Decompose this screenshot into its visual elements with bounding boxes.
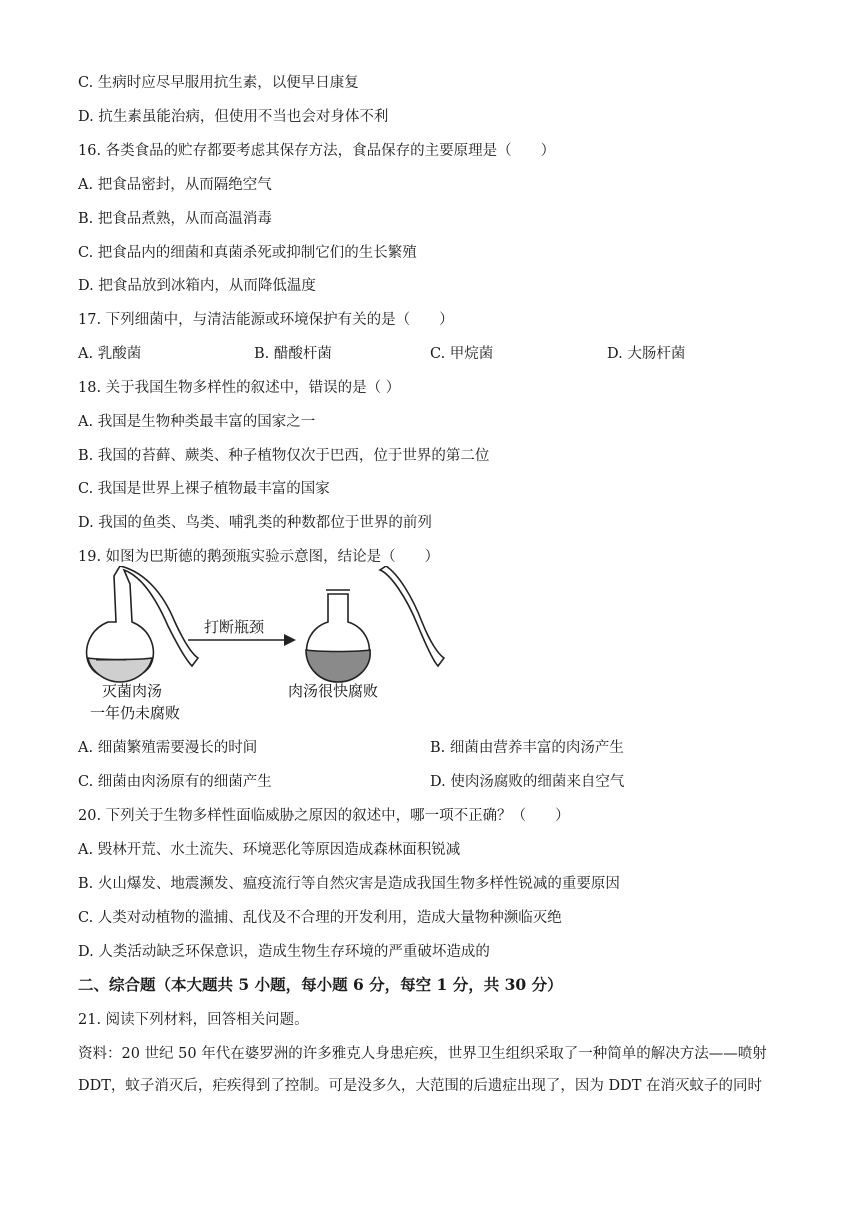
q19-option-b: B. 细菌由营养丰富的肉汤产生 <box>430 740 624 756</box>
q20-option-d: D. 人类活动缺乏环保意识，造成生物生存环境的严重破坏造成的 <box>78 944 490 960</box>
q16-option-c: C. 把食品内的细菌和真菌杀死或抑制它们的生长繁殖 <box>78 245 417 261</box>
q16-option-d: D. 把食品放到冰箱内，从而降低温度 <box>78 278 316 294</box>
q18-option-b: B. 我国的苔藓、蕨类、种子植物仅次于巴西，位于世界的第二位 <box>78 448 490 464</box>
broken-flask-icon <box>306 566 444 682</box>
q20-option-a: A. 毁林开荒、水土流失、环境恶化等原因造成森林面积锐减 <box>78 842 461 858</box>
q19-option-c: C. 细菌由肉汤原有的细菌产生 <box>78 774 272 790</box>
q15-option-d: D. 抗生素虽能治病，但使用不当也会对身体不利 <box>78 109 389 125</box>
q18-stem: 18. 关于我国生物多样性的叙述中，错误的是（ ） <box>78 380 401 396</box>
left-caption-line1: 灭菌肉汤 <box>102 682 163 700</box>
q21-material-line1: 资料：20 世纪 50 年代在婆罗洲的许多雅克人身患疟疾，世界卫生组织采取了一种简单的解决方法——喷射 <box>78 1046 767 1062</box>
q17-option-b: B. 醋酸杆菌 <box>254 346 332 362</box>
q21-stem: 21. 阅读下列材料，回答相关问题。 <box>78 1012 309 1028</box>
q19-option-d: D. 使肉汤腐败的细菌来自空气 <box>430 774 625 790</box>
q17-option-c: C. 甲烷菌 <box>430 346 494 362</box>
q18-option-a: A. 我国是生物种类最丰富的国家之一 <box>78 414 316 430</box>
q20-option-c: C. 人类对动植物的滥捕、乱伐及不合理的开发利用，造成大量物种濒临灭绝 <box>78 910 562 926</box>
q19-stem: 19. 如图为巴斯德的鹅颈瓶实验示意图，结论是（ ） <box>78 549 440 565</box>
q17-option-a: A. 乳酸菌 <box>78 346 142 362</box>
right-caption: 肉汤很快腐败 <box>288 682 379 700</box>
q18-option-c: C. 我国是世界上裸子植物最丰富的国家 <box>78 481 330 497</box>
q17-option-d: D. 大肠杆菌 <box>607 346 686 362</box>
q20-stem: 20. 下列关于生物多样性面临威胁之原因的叙述中，哪一项不正确？（ ） <box>78 808 570 824</box>
q21-material-line2: DDT，蚊子消灭后，疟疾得到了控制。可是没多久，大范围的后遗症出现了，因为 DDT 在消灭蚊子的同时 <box>78 1078 763 1094</box>
q15-option-c: C. 生病时应尽早服用抗生素，以便早日康复 <box>78 75 359 91</box>
intact-flask-icon <box>87 566 198 682</box>
q20-option-b: B. 火山爆发、地震濒发、瘟疫流行等自然灾害是造成我国生物多样性锐减的重要原因 <box>78 876 620 892</box>
left-caption-line2: 一年仍未腐败 <box>90 704 181 722</box>
q19-option-a: A. 细菌繁殖需要漫长的时间 <box>78 740 258 756</box>
q16-stem: 16. 各类食品的贮存都要考虑其保存方法，食品保存的主要原理是（ ） <box>78 143 556 159</box>
q18-option-d: D. 我国的鱼类、鸟类、哺乳类的种数都位于世界的前列 <box>78 515 432 531</box>
section-2-title: 二、综合题（本大题共 5 小题，每小题 6 分，每空 1 分，共 30 分） <box>78 975 563 994</box>
arrow-head-icon <box>284 634 296 646</box>
q17-stem: 17. 下列细菌中，与清洁能源或环境保护有关的是（ ） <box>78 312 454 328</box>
q16-option-b: B. 把食品煮熟，从而高温消毒 <box>78 211 272 227</box>
arrow-label: 打断瓶颈 <box>204 618 265 636</box>
swan-neck-flask-figure <box>80 566 460 726</box>
q16-option-a: A. 把食品密封，从而隔绝空气 <box>78 177 272 193</box>
